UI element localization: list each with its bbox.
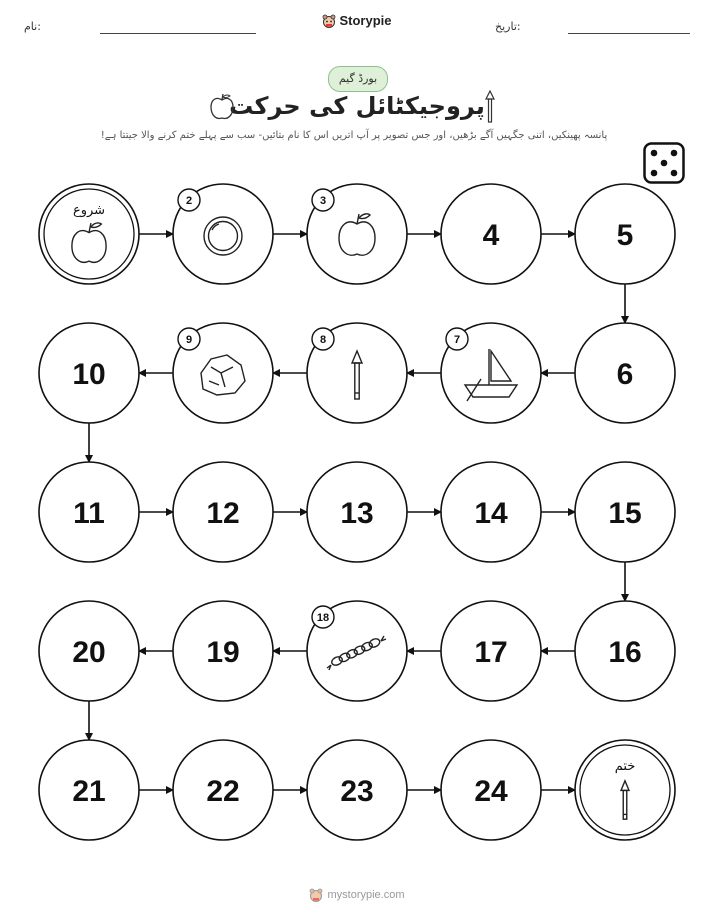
board-cell-7	[441, 323, 541, 423]
board-cell-22	[173, 740, 273, 840]
footer-logo-icon	[309, 888, 323, 902]
cell-number: 9	[185, 334, 193, 346]
board-cell-24	[441, 740, 541, 840]
board-cell-12	[173, 462, 273, 562]
board-cell-16	[575, 601, 675, 701]
cell-number: 5	[616, 219, 634, 252]
cell-number: 11	[73, 497, 105, 530]
category-badge: بورڈ گیم	[328, 66, 388, 92]
cell-number: 13	[340, 497, 374, 530]
cell-number: 2	[185, 195, 193, 207]
board-cell-23	[307, 740, 407, 840]
cell-number: 4	[482, 219, 500, 252]
board-cell-5	[575, 184, 675, 284]
board-cell-19	[173, 601, 273, 701]
cell-number: 18	[316, 612, 330, 624]
board-cell-10	[39, 323, 139, 423]
cell-number: 15	[608, 497, 642, 530]
cell-number: 16	[608, 636, 642, 669]
date-label: تاریخ:	[495, 20, 521, 33]
board-cell-9	[173, 323, 273, 423]
cell-number: 21	[72, 775, 106, 808]
board-cell-18	[307, 601, 407, 701]
board-cell-13	[307, 462, 407, 562]
board-cell-3	[307, 184, 407, 284]
board-cell-8	[307, 323, 407, 423]
cell-number: 19	[206, 636, 240, 669]
cell-number: 7	[453, 334, 461, 346]
footer	[0, 888, 714, 905]
end-label: ختم	[614, 759, 636, 774]
start-label: شروع	[72, 203, 106, 218]
board-cell-2	[173, 184, 273, 284]
cell-number: 3	[319, 195, 327, 207]
instructions: پانسہ پھینکیں، اتنی جگہیں آگے بڑھیں، اور جس تصویر پر آپ اتریں اس کا نام بتائیں- سب سے پہلے ختم کرنے والا جیتتا ہے!	[100, 130, 608, 141]
cell-number: 6	[616, 358, 634, 391]
cell-number: 17	[474, 636, 508, 669]
brand-name: Storypie	[339, 13, 392, 28]
cell-number: 20	[72, 636, 106, 669]
page-title: پروجیکٹائل کی حرکت	[229, 92, 485, 120]
board-cell-6	[575, 323, 675, 423]
end-cell	[575, 740, 675, 840]
footer-site[interactable]: mystorypie.com	[327, 889, 405, 901]
start-cell	[39, 184, 139, 284]
cell-number: 24	[474, 775, 508, 808]
cell-circle	[39, 184, 139, 284]
board-cell-14	[441, 462, 541, 562]
cell-number: 23	[340, 775, 374, 808]
cell-number: 14	[474, 497, 508, 530]
cell-number: 8	[319, 334, 327, 346]
name-label: نام:	[24, 20, 41, 33]
board-cell-4	[441, 184, 541, 284]
board-cell-11	[39, 462, 139, 562]
cell-number: 10	[72, 358, 106, 391]
board-cell-15	[575, 462, 675, 562]
cell-number: 22	[206, 775, 240, 808]
board-cell-17	[441, 601, 541, 701]
cell-number: 12	[206, 497, 240, 530]
board-cell-21	[39, 740, 139, 840]
board-cell-20	[39, 601, 139, 701]
